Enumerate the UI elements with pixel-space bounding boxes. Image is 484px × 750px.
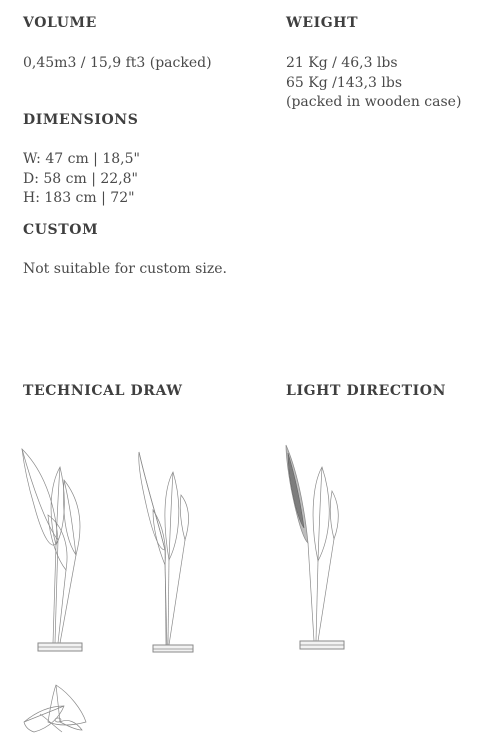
- technical-draw-heading: TECHNICAL DRAW: [23, 383, 183, 399]
- weight-line-1: 21 Kg / 46,3 lbs: [286, 55, 398, 71]
- weight-line-2: 65 Kg /143,3 lbs: [286, 74, 403, 91]
- dimension-depth: D: 58 cm | 22,8": [23, 170, 139, 187]
- dimensions-values: [23, 150, 140, 209]
- light-direction-drawing: [282, 443, 357, 658]
- dimensions-heading: DIMENSIONS: [23, 112, 139, 128]
- custom-value: Not suitable for custom size.: [23, 261, 227, 277]
- custom-heading: CUSTOM: [23, 222, 99, 238]
- technical-drawing-front-view: [18, 445, 98, 660]
- light-direction-heading: LIGHT DIRECTION: [286, 383, 446, 399]
- technical-drawing-side-view: [135, 450, 205, 660]
- dimension-height: H: 183 cm | 72": [23, 190, 135, 206]
- weight-heading: WEIGHT: [286, 15, 359, 31]
- technical-drawing-top-view: [20, 682, 90, 737]
- volume-heading: VOLUME: [23, 15, 97, 31]
- weight-line-3: (packed in wooden case): [286, 94, 462, 110]
- dimension-width: W: 47 cm | 18,5": [23, 151, 140, 167]
- weight-values: [286, 54, 461, 113]
- volume-value: 0,45m3 / 15,9 ft3 (packed): [23, 55, 212, 71]
